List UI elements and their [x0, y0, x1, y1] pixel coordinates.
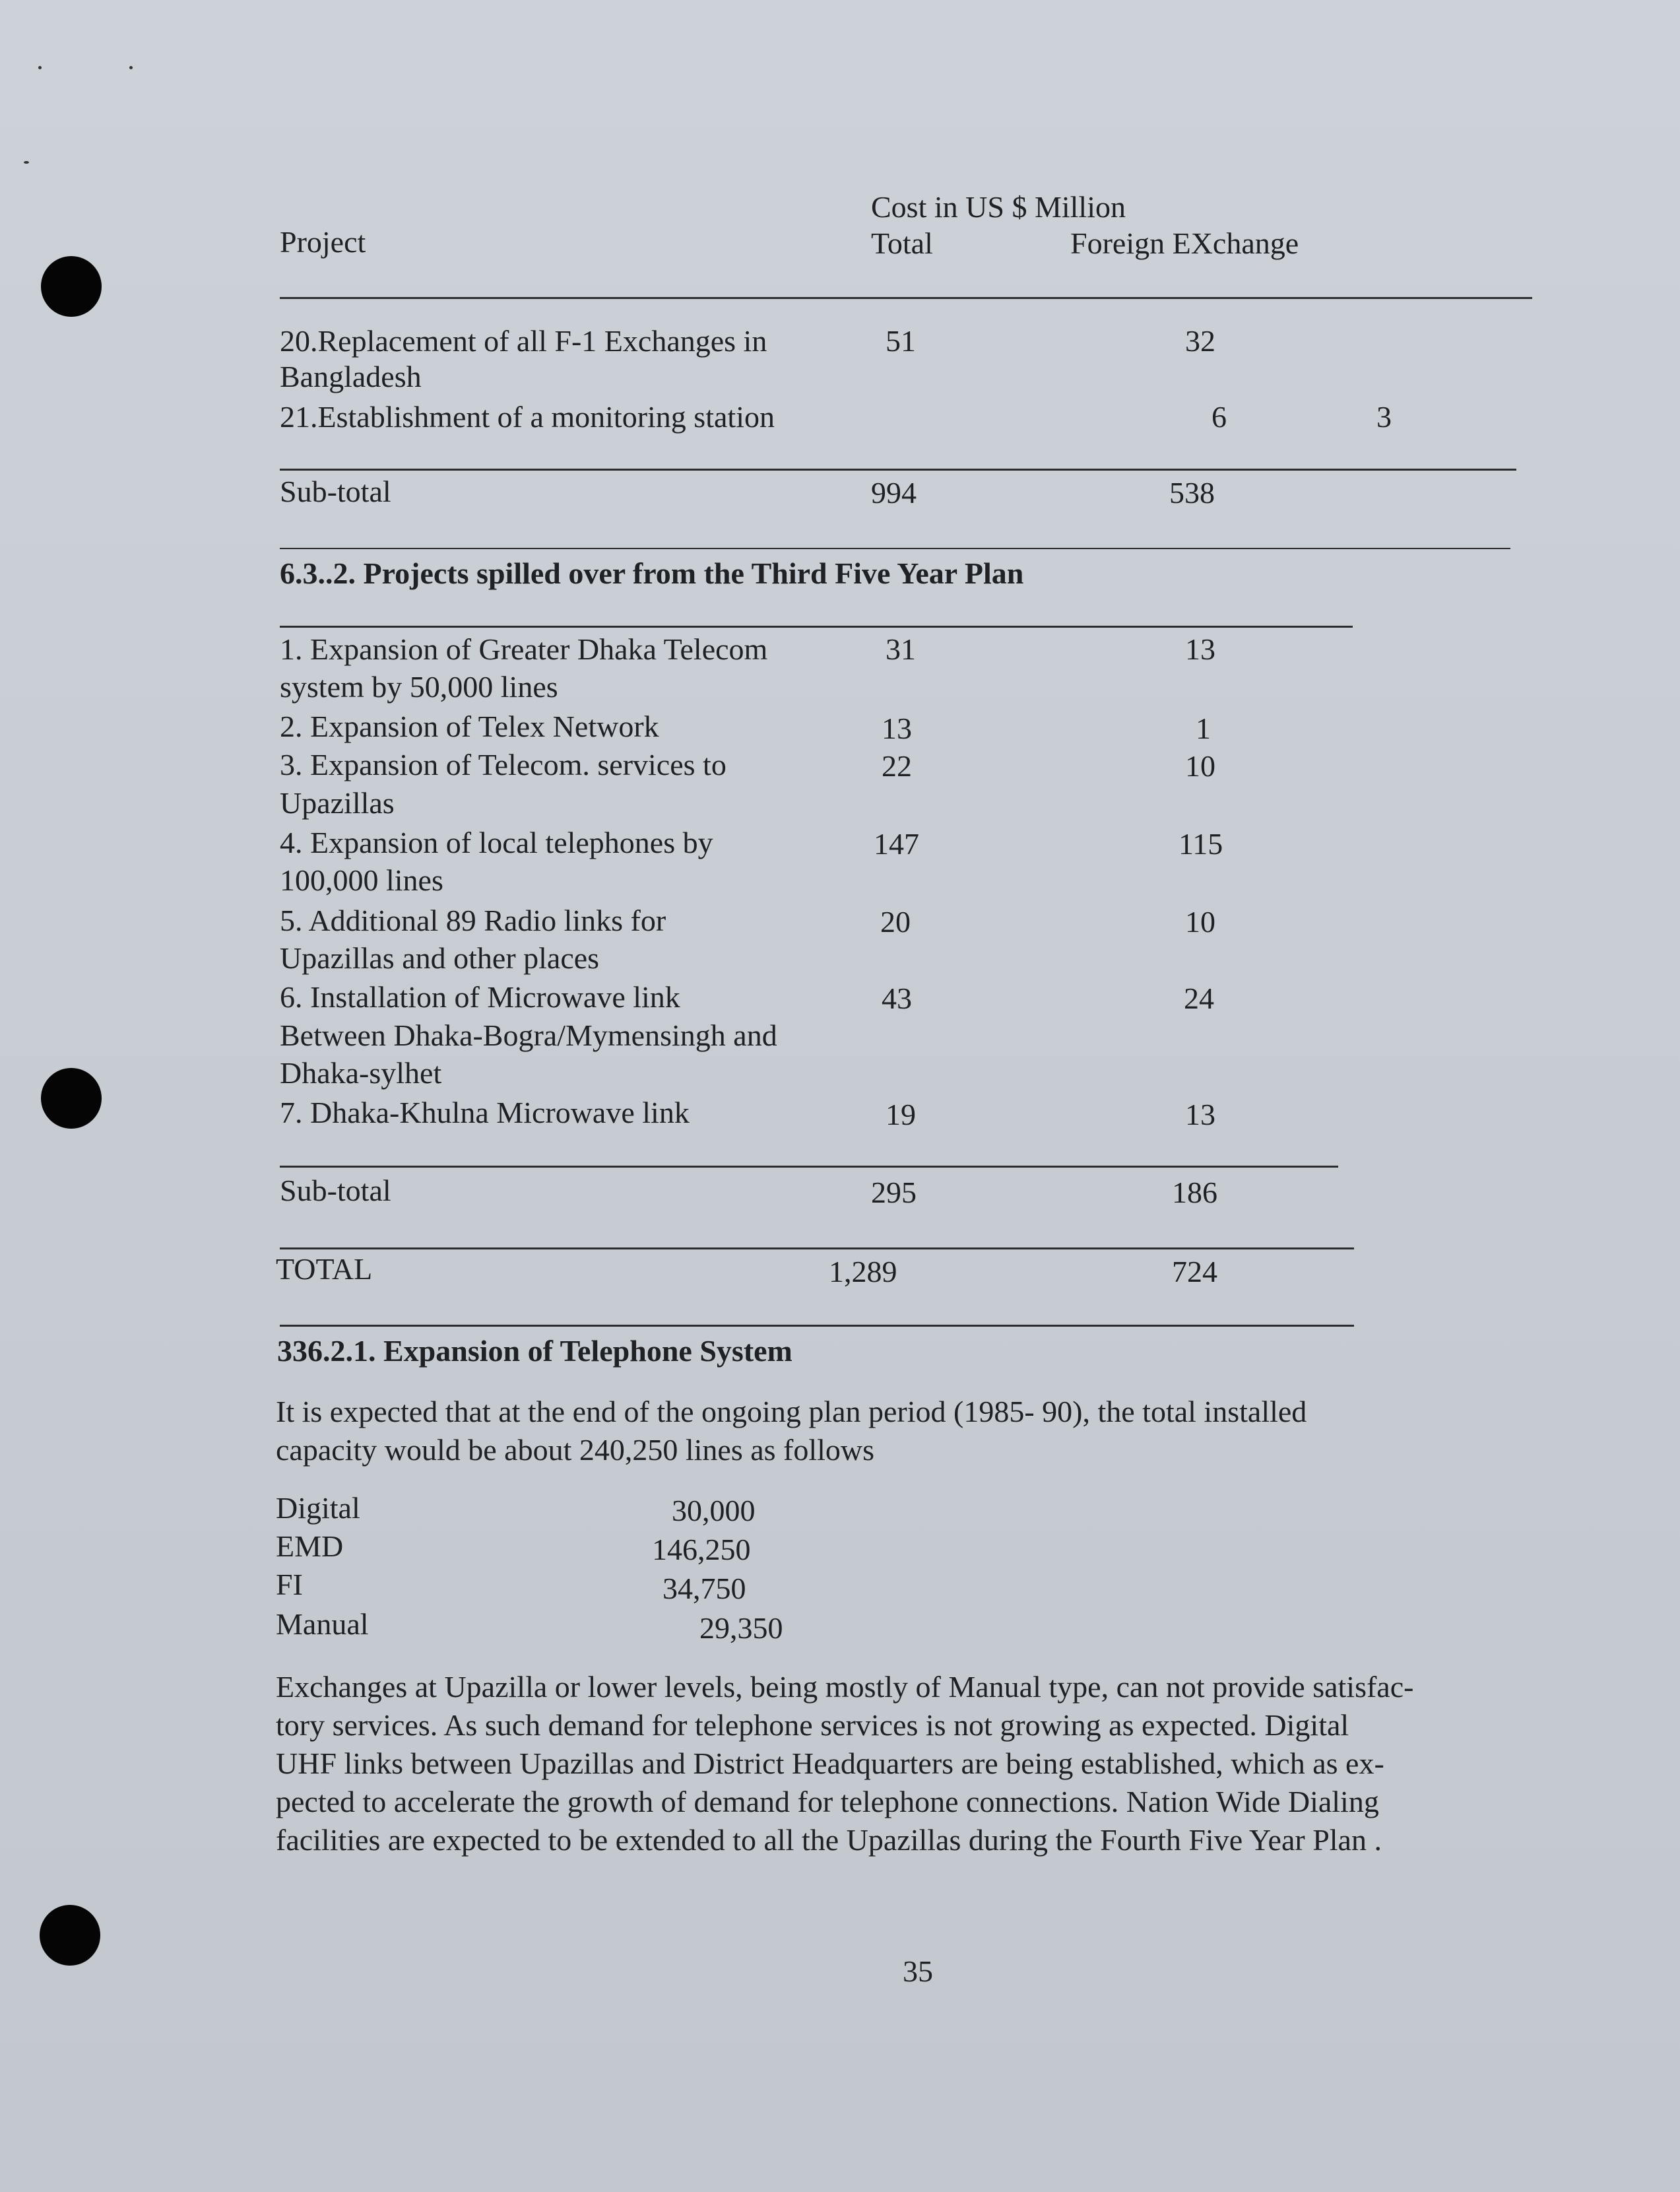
- capacity-fi-lines: 34,750: [662, 1572, 746, 1605]
- subtotal-2-rule: [280, 1247, 1354, 1249]
- spillover-5-line2: Upazillas and other places: [280, 941, 600, 975]
- binder-hole-top: [41, 256, 102, 317]
- spillover-2-total: 13: [882, 712, 912, 745]
- spillover-1-line1: 1. Expansion of Greater Dhaka Telecom: [280, 632, 768, 666]
- speck: [24, 161, 29, 164]
- section-6-3-2-heading: 6.3..2. Projects spilled over from the Third Five Year Plan: [280, 556, 1024, 590]
- subtotal-2-total: 295: [871, 1176, 917, 1209]
- body-paragraph: [276, 1668, 1586, 1859]
- section2-rule: [280, 1166, 1338, 1168]
- subtotal-2-label: Sub-total: [280, 1174, 391, 1207]
- cost-header: Cost in US $ Million: [871, 190, 1126, 224]
- spillover-6-line1: 6. Installation of Microwave link: [280, 980, 680, 1014]
- capacity-digital-type: Digital: [276, 1491, 360, 1525]
- project-21-line1: 21.Establishment of a monitoring station: [280, 400, 775, 434]
- body-line: pected to accelerate the growth of demand for telephone connections. Nation Wide Dialing: [276, 1785, 1379, 1818]
- spillover-5-line1: 5. Additional 89 Radio links for: [280, 904, 666, 937]
- intro-paragraph: [276, 1393, 1586, 1469]
- spillover-2-fx: 1: [1196, 712, 1211, 745]
- spillover-6-line3: Dhaka-sylhet: [280, 1056, 442, 1090]
- total-header: Total: [871, 226, 933, 260]
- subtotal-1-label: Sub-total: [280, 475, 391, 508]
- subtotal-1-fx: 538: [1169, 476, 1215, 510]
- project-20-fx: 32: [1185, 324, 1215, 358]
- spillover-4-total: 147: [874, 827, 919, 861]
- spillover-6-total: 43: [882, 981, 912, 1015]
- spillover-4-line1: 4. Expansion of local telephones by: [280, 826, 713, 859]
- spillover-6-line2: Between Dhaka-Bogra/Mymensingh and: [280, 1018, 777, 1052]
- project-21-fx: 3: [1376, 400, 1392, 434]
- binder-hole-middle: [41, 1068, 102, 1129]
- total-fx: 724: [1172, 1255, 1217, 1288]
- spillover-7-line1: 7. Dhaka-Khulna Microwave link: [280, 1096, 690, 1129]
- section1-rule: [280, 469, 1516, 471]
- spillover-5-fx: 10: [1185, 905, 1215, 939]
- speck: [38, 66, 42, 69]
- total-rule: [280, 1325, 1354, 1327]
- intro-line: It is expected that at the end of the ongoing plan period (1985- 90), the total installed: [276, 1395, 1307, 1428]
- foreign-exchange-header: Foreign EXchange: [1070, 226, 1299, 260]
- spillover-1-line2: system by 50,000 lines: [280, 670, 558, 704]
- header-rule: [280, 297, 1532, 299]
- total-total: 1,289: [829, 1255, 897, 1288]
- project-20-total: 51: [886, 324, 916, 358]
- spillover-4-line2: 100,000 lines: [280, 863, 443, 897]
- spillover-4-fx: 115: [1179, 827, 1223, 861]
- binder-hole-bottom: [40, 1905, 100, 1966]
- section2-heading-rule: [280, 626, 1353, 628]
- capacity-emd-type: EMD: [276, 1529, 344, 1563]
- spillover-3-fx: 10: [1185, 749, 1215, 783]
- section-336-2-1-heading: 336.2.1. Expansion of Telephone System: [277, 1334, 792, 1368]
- spillover-6-fx: 24: [1184, 981, 1214, 1015]
- spillover-7-fx: 13: [1185, 1098, 1215, 1131]
- subtotal-1-rule: [280, 548, 1510, 549]
- capacity-manual-lines: 29,350: [699, 1611, 783, 1645]
- spillover-1-total: 31: [886, 632, 916, 666]
- project-header: Project: [280, 225, 366, 259]
- subtotal-2-fx: 186: [1172, 1176, 1217, 1209]
- body-line: facilities are expected to be extended to all the Upazillas during the Fourth Five Year Plan .: [276, 1823, 1382, 1857]
- body-line: UHF links between Upazillas and District Headquarters are being established, which as ex-: [276, 1746, 1384, 1780]
- spillover-3-total: 22: [882, 749, 912, 783]
- speck: [129, 66, 133, 69]
- spillover-3-line1: 3. Expansion of Telecom. services to: [280, 748, 727, 781]
- subtotal-1-total: 994: [871, 476, 917, 510]
- intro-line: capacity would be about 240,250 lines as follows: [276, 1433, 875, 1467]
- project-20-line1: 20.Replacement of all F-1 Exchanges in: [280, 324, 767, 358]
- spillover-7-total: 19: [886, 1098, 916, 1131]
- page-number: 35: [903, 1954, 933, 1988]
- body-line: tory services. As such demand for telephone services is not growing as expected. Digital: [276, 1708, 1349, 1742]
- total-label: TOTAL: [276, 1252, 373, 1286]
- capacity-manual-type: Manual: [276, 1607, 369, 1641]
- capacity-fi-type: FI: [276, 1568, 303, 1601]
- spillover-1-fx: 13: [1185, 632, 1215, 666]
- project-20-line2: Bangladesh: [280, 360, 422, 393]
- spillover-3-line2: Upazillas: [280, 786, 395, 820]
- spillover-2-line1: 2. Expansion of Telex Network: [280, 710, 659, 743]
- capacity-emd-lines: 146,250: [652, 1533, 751, 1566]
- project-21-total: 6: [1212, 400, 1227, 434]
- capacity-digital-lines: 30,000: [672, 1494, 756, 1527]
- body-line: Exchanges at Upazilla or lower levels, being mostly of Manual type, can not provide satisfac-: [276, 1670, 1414, 1704]
- spillover-5-total: 20: [880, 905, 911, 939]
